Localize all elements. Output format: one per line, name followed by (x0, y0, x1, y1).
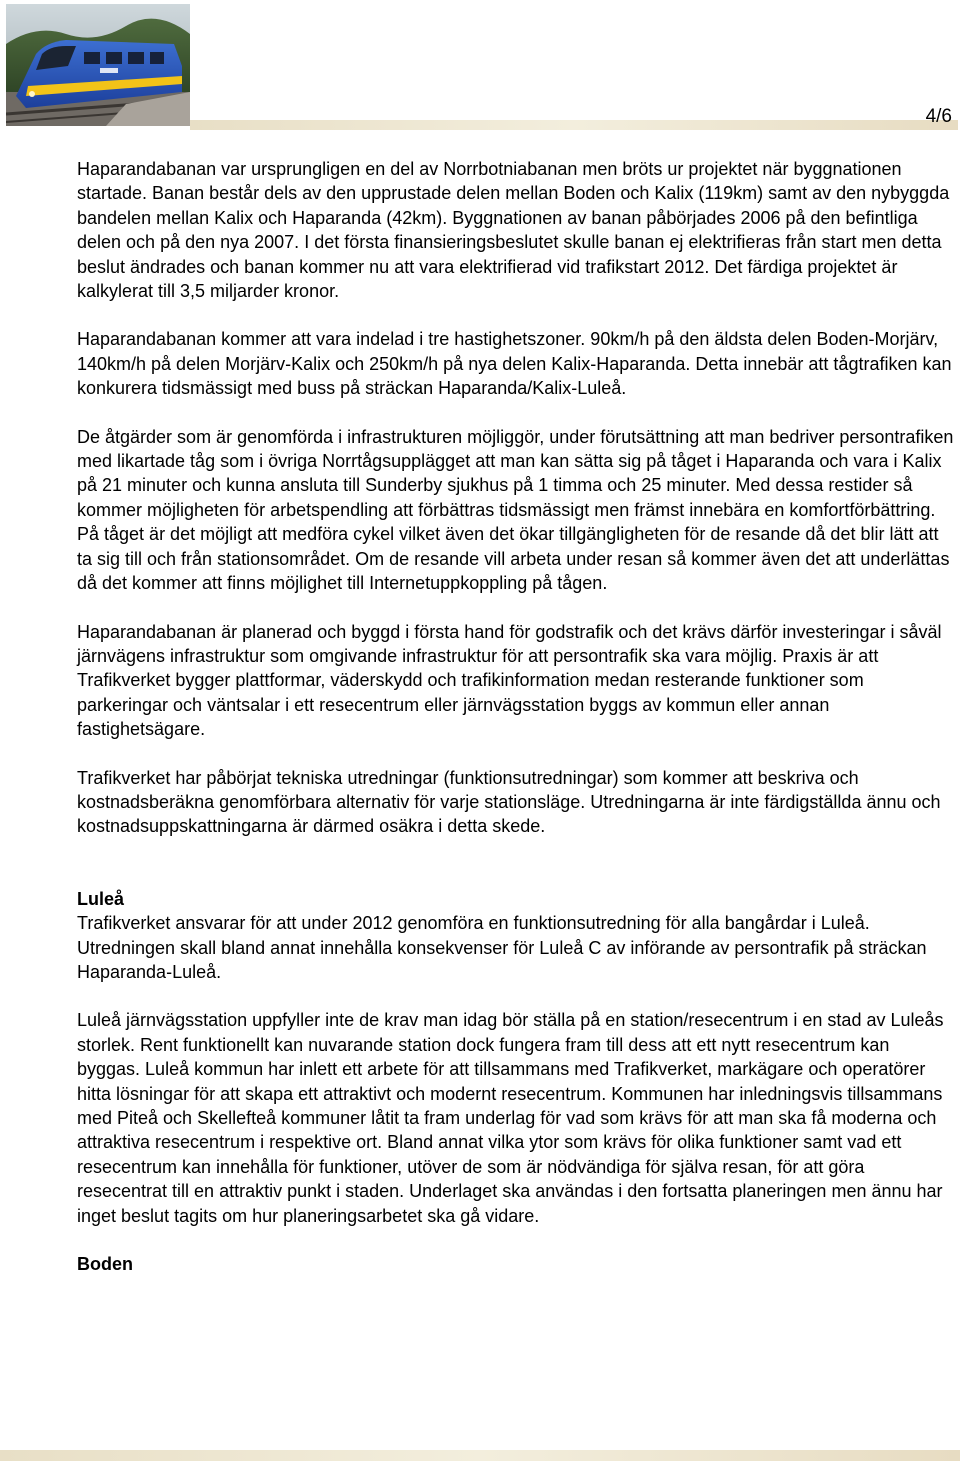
paragraph: Haparandabanan kommer att vara indelad i tre hastighetszoner. 90km/h på den äldsta delen Boden-Morjärv, 140km/h på delen Morjärv-Kalix och 250km/h på nya delen Kalix-Haparanda. Detta innebär att tågtrafiken kan konkurera tidsmässigt med buss på sträckan Haparanda/Kalix-Luleå. (77, 329, 952, 399)
paragraph: Trafikverket har påbörjat tekniska utredningar (funktionsutredningar) som kommer att beskriva och kostnadsberäkna genomförbara alternativ för varje stationsläge. Utredningarna är inte färdigställda ännu och kostnadsuppskattningarna är därmed osäkra i detta skede. (77, 767, 941, 837)
document-body (77, 157, 957, 1276)
footer-band (0, 1450, 960, 1461)
spacer (77, 863, 957, 887)
section-heading-boden: Boden (77, 1254, 133, 1275)
paragraph: Haparandabanan är planerad och byggd i första hand för godstrafik och det krävs därför investeringar i såväl järnvägens infrastruktur som omgivande infrastruktur för att persontrafik ska vara möjlig. Praxis är att Trafikverket bygger plattformar, väderskydd och trafikinformation medan resterande funktioner som parkeringar och väntsalar i ett resecentrum eller järnvägsstation byggs av kommun eller annan fastighetsägare. (77, 621, 942, 740)
header-band (190, 120, 958, 130)
train-photo (6, 4, 190, 126)
paragraph: Haparandabanan var ursprungligen en del av Norrbotniabanan men bröts ur projektet när byggnationen startade. Banan består dels av den upprustade delen mellan Boden och Kalix (119km) samt av den nybyggda bandelen mellan Kalix och Haparanda (42km). Byggnationen av banan påbörjades 2006 på den befintliga delen och på den nya 2007. I det första finansieringsbeslutet skulle banan ej elektrifieras från start men detta beslut ändrades och banan kommer nu att vara elektrifierad vid trafikstart 2012. Det färdiga projektet är kalkylerat till 3,5 miljarder kronor. (77, 159, 950, 302)
page-header (0, 0, 960, 132)
paragraph: Trafikverket ansvarar för att under 2012 genomföra en funktionsutredning för alla bangårdar i Luleå. Utredningen skall bland annat innehålla konsekvenser för Luleå C av införande av persontrafik på sträckan Haparanda-Luleå. (77, 913, 927, 982)
paragraph: De åtgärder som är genomförda i infrastrukturen möjliggör, under förutsättning att man bedriver persontrafiken med likartade tåg som i övriga Norrtågsupplägget att man kan sätta sig på tåget i Haparanda och vara i Kalix på 21 minuter och kunna ansluta till Sunderby sjukhus på 1 timma och 25 minuter. Med dessa restider så kommer möjligheten för arbetspendling att förbättras tidsmässigt men främst innebära en komfortförbättring. På tåget är det möjligt att medföra cykel vilket även det ökar tillgängligheten för de resande då det blir lätt att ta sig till och från stationsområdet. Om de resande vill arbeta under resan så kommer även det att underlättas då det kommer att finns möjlighet till Internetuppkoppling på tågen. (77, 426, 954, 594)
section-heading-lulea: Luleå (77, 888, 125, 909)
page-number: 4/6 (925, 106, 952, 127)
paragraph: Luleå järnvägsstation uppfyller inte de krav man idag bör ställa på en station/resecentrum i en stad av Luleås storlek. Rent funktionellt kan nuvarande station dock fungera fram till dess att ett nytt resecentrum kan byggas. Luleå kommun har inlett ett arbete för att tillsammans med Trafikverket, markägare och operatörer hitta lösningar för att skapa ett attraktivt och modernt resecentrum. Kommunen har inledningsvis tillsammans med Piteå och Skellefteå kommuner låtit ta fram underlag för vad som krävs för att man ska få moderna och attraktiva resecentrum i respektive ort. Bland annat vilka ytor som krävs för olika funktioner samt vad ett resecentrum kan innehålla för funktioner, utöver de som är nödvändiga för själva resan, för att göra resecentrat till en attraktiv punkt i staden. Underlaget ska användas i den fortsatta planeringen men ännu har inget beslut tagits om hur planeringsarbetet ska gå vidare. (77, 1010, 944, 1226)
